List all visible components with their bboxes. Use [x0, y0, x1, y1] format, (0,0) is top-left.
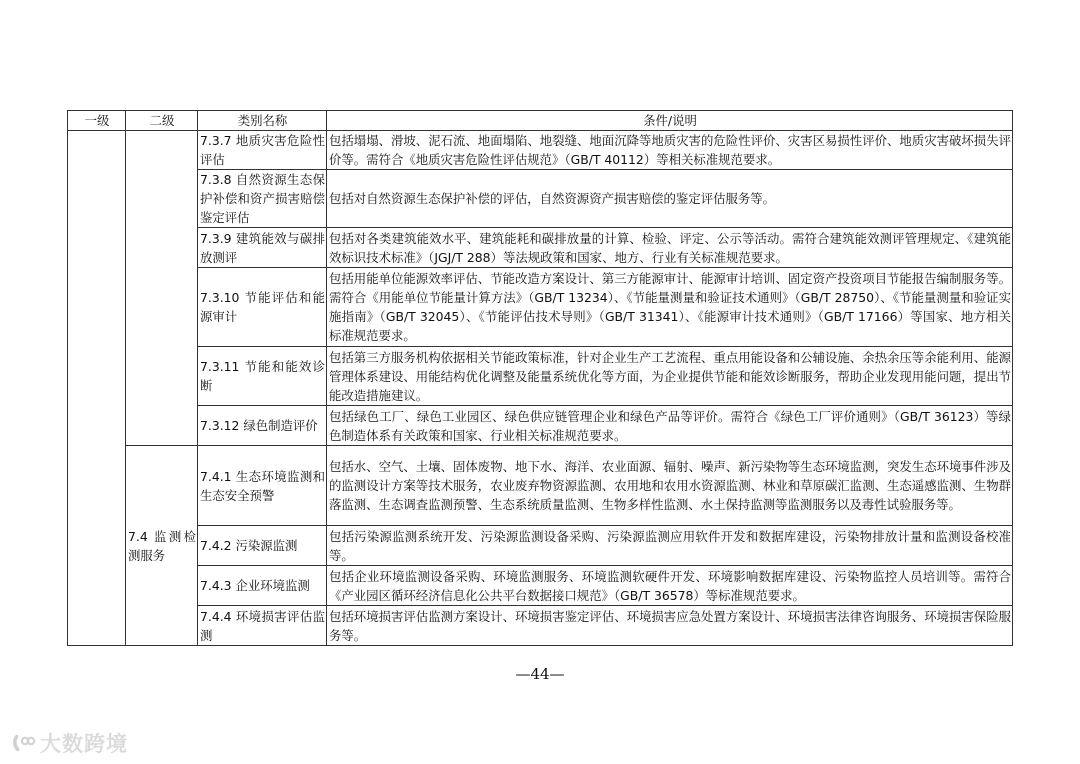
- category-name: 7.4.3 企业环境监测: [198, 566, 327, 606]
- watermark: [10, 728, 128, 758]
- table-row: [68, 131, 1013, 170]
- brand-logo-icon: [10, 731, 36, 755]
- category-name: 7.4.4 环境损害评估监测: [198, 606, 327, 646]
- table-row: [68, 606, 1013, 646]
- category-desc: 包括对自然资源生态保护补偿的评估，自然资源资产损害赔偿的鉴定评估服务等。: [327, 170, 1013, 228]
- header-conditions: 条件/说明: [327, 111, 1013, 131]
- category-name: 7.4.1 生态环境监测和生态安全预警: [198, 446, 327, 526]
- level2-cell-7-4: 7.4 监测检测服务: [126, 446, 198, 646]
- level1-cell: [68, 131, 126, 646]
- table-row: [68, 446, 1013, 526]
- table-row: [68, 406, 1013, 446]
- category-name: 7.3.12 绿色制造评价: [198, 406, 327, 446]
- category-desc: 包括第三方服务机构依据相关节能政策标准，针对企业生产工艺流程、重点用能设备和公辅设施、余热余压等余能利用、能源管理体系建设、用能结构优化调整及能量系统优化等方面，为企业提供节能和能效诊断服务，帮助企业发现用能问题，提出节能改造措施建议。: [327, 347, 1013, 406]
- table-header-row: [68, 111, 1013, 131]
- category-desc: 包括对各类建筑能效水平、建筑能耗和碳排放量的计算、检验、评定、公示等活动。需符合建筑能效测评管理规定、《建筑能效标识技术标准》（JGJ/T 288）等法规政策和国家、地方、行业有关标准规范要求。: [327, 228, 1013, 268]
- category-name: 7.3.11 节能和能效诊断: [198, 347, 327, 406]
- category-desc: 包括企业环境监测设备采购、环境监测服务、环境监测软硬件开发、环境影响数据库建设、污染物监控人员培训等。需符合《产业园区循环经济信息化公共平台数据接口规范》（GB/T 36578）等标准规范要求。: [327, 566, 1013, 606]
- table-row: [68, 268, 1013, 347]
- table-row: [68, 228, 1013, 268]
- category-desc: 包括用能单位能源效率评估、节能改造方案设计、第三方能源审计、能源审计培训、固定资产投资项目节能报告编制服务等。需符合《用能单位节能量计算方法》（GB/T 13234）、《节能量测量和验证技术通则》（GB/T 28750）、《节能量测量和验证实施指南》（GB/T 32045）、《节能评估技术导则》（GB/T 31341）、《能源审计技术通则》（GB/T 17166）等国家、地方相关标准规范要求。: [327, 268, 1013, 347]
- category-desc: 包括环境损害评估监测方案设计、环境损害鉴定评估、环境损害应急处置方案设计、环境损害法律咨询服务、环境损害保险服务等。: [327, 606, 1013, 646]
- header-level1: 一级: [68, 111, 126, 131]
- category-name: 7.4.2 污染源监测: [198, 526, 327, 566]
- table-row: [68, 347, 1013, 406]
- category-desc: 包括绿色工厂、绿色工业园区、绿色供应链管理企业和绿色产品等评价。需符合《绿色工厂评价通则》（GB/T 36123）等绿色制造体系有关政策和国家、行业相关标准规范要求。: [327, 406, 1013, 446]
- header-category-name: 类别名称: [198, 111, 327, 131]
- category-name: 7.3.8 自然资源生态保护补偿和资产损害赔偿鉴定评估: [198, 170, 327, 228]
- category-name: 7.3.7 地质灾害危险性评估: [198, 131, 327, 170]
- header-level2: 二级: [126, 111, 198, 131]
- category-desc: 包括污染源监测系统开发、污染源监测设备采购、污染源监测应用软件开发和数据库建设，污染物排放计量和监测设备校准等。: [327, 526, 1013, 566]
- watermark-text: 大数跨境: [40, 732, 128, 756]
- category-desc: 包括水、空气、土壤、固体废物、地下水、海洋、农业面源、辐射、噪声、新污染物等生态环境监测，突发生态环境事件涉及的监测设计方案等技术服务，农业废弃物资源监测、农用地和农用水资源监测、林业和草原碳汇监测、生态遥感监测、生物群落监测、生态调查监测预警、生态系统质量监测、生物多样性监测、水土保持监测等监测服务以及毒性试验服务等。: [327, 446, 1013, 526]
- table-row: [68, 566, 1013, 606]
- level2-cell-7-3: [126, 131, 198, 446]
- category-name: 7.3.10 节能评估和能源审计: [198, 268, 327, 347]
- category-desc: 包括塌塌、滑坡、泥石流、地面塌陷、地裂缝、地面沉降等地质灾害的危险性评价、灾害区易损性评价、地质灾害破坏损失评价等。需符合《地质灾害危险性评估规范》（GB/T 40112）等相关标准规范要求。: [327, 131, 1013, 170]
- page-number: —44—: [515, 665, 565, 683]
- table-row: [68, 170, 1013, 228]
- category-name: 7.3.9 建筑能效与碳排放测评: [198, 228, 327, 268]
- standards-table: [67, 110, 1013, 646]
- table-row: [68, 526, 1013, 566]
